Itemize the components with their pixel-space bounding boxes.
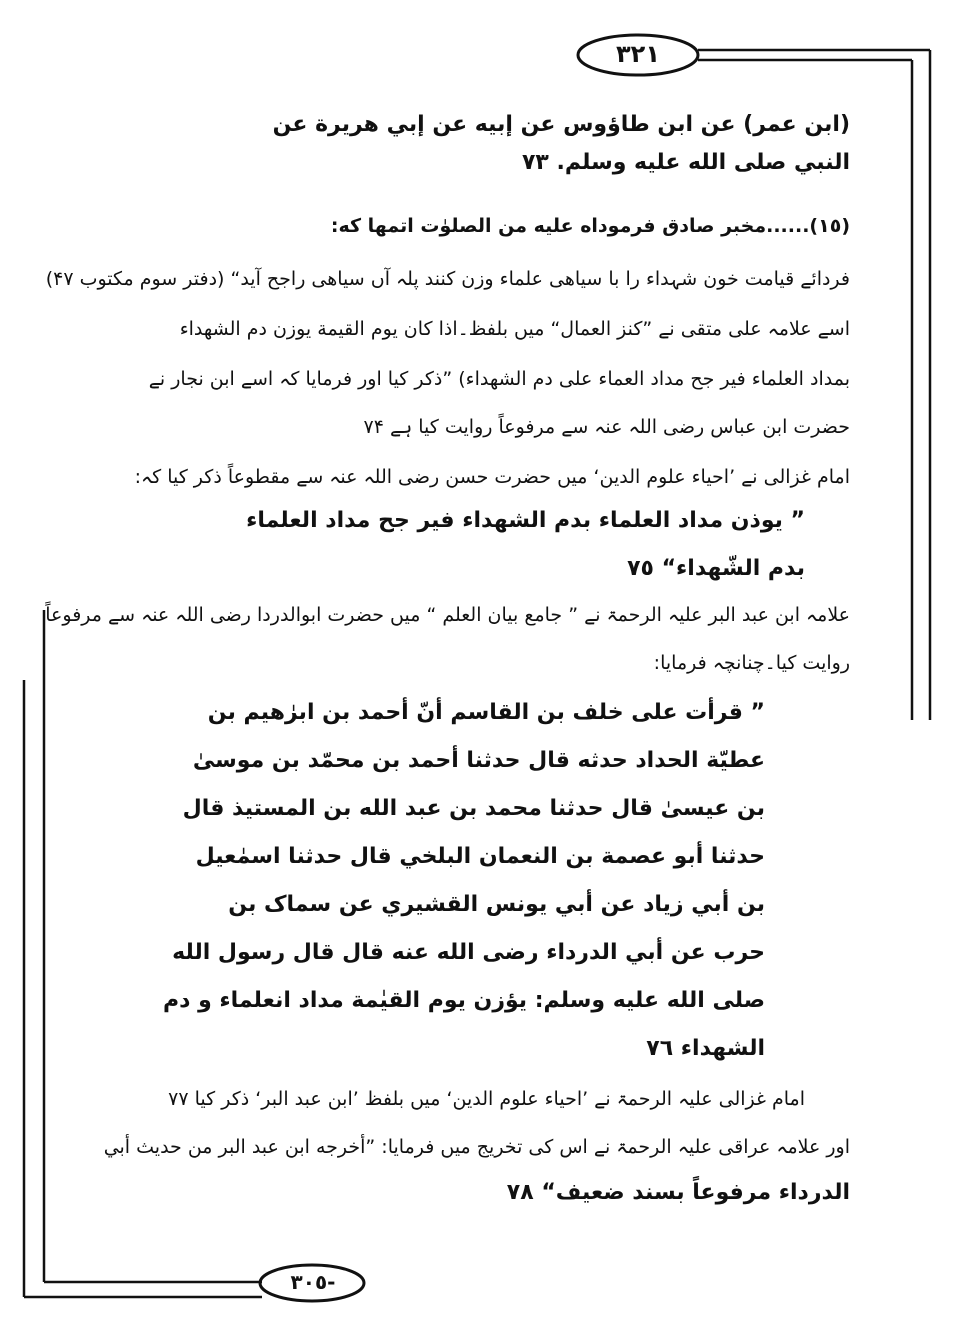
text-line-13: ” قرأت على خلف بن القاسم أنّ أحمد بن ابرٰهيم بن xyxy=(207,700,765,725)
text-line-23: الدرداء مرفوعاً بسند ضعيف“ ٧٨ xyxy=(506,1180,850,1205)
text-line-12: روایت کیا۔چنانچہ فرمایا: xyxy=(653,652,850,674)
text-line-17: بن أبي زياد عن أبي يونس القشيري عن سماک بن xyxy=(228,892,765,917)
page-number-top: ٣٢١ xyxy=(616,40,660,68)
text-line-18: حرب عن أبي الدرداء رضى الله عنه قال قال رسول الله xyxy=(172,940,765,965)
text-line-7: حضرت ابن عباس رضی اللہ عنہ سے مرفوعاً روایت کیا ہے ۷۴ xyxy=(363,416,850,438)
text-line-6: بمداد العلماء فیر جح مداد العماء علی دم الشهداء) ”ذکر کیا اور فرمایا کہ اسے ابن نجار نے xyxy=(148,368,850,390)
text-line-8: امام غزالی نے ’احیاء علوم الدین‘ میں حضرت حسن رضی اللہ عنہ سے مقطوعاً ذکر کیا کہ: xyxy=(134,466,850,488)
text-line-9: ” یوذن مداد العلماء بدم الشهداء فیر جح مداد العلماء xyxy=(246,508,805,533)
text-line-4: فردائے قیامت خون شہداء را با سیاھی علماء وزن کنند پلہ آں سیاھی راجح آید“ (دفتر سوم مکتوب ۴۷) xyxy=(45,268,850,290)
text-line-19: صلى الله عليه وسلم: يؤزن يوم القيٰمة مداد انعلماء و دم xyxy=(163,988,765,1013)
text-line-10: بدم الشّهداء“ ٧٥ xyxy=(627,556,805,581)
text-line-14: عطيّة الحداد حدثه قال حدثنا أحمد بن محمّد بن موسىٰ xyxy=(192,748,765,773)
text-line-20: الشهداء ٧٦ xyxy=(646,1036,765,1061)
text-line-22: اور علامہ عراقی علیہ الرحمۃ نے اس کی تخریج میں فرمایا: ”أخرجه ابن عبد البر من حديث أبي xyxy=(103,1136,850,1158)
page-number-bottom: ٣٠٥- xyxy=(290,1270,336,1294)
text-line-3: (١٥)......مخبر صادق فرموداه علیه من الصلوٰت اتمھا که: xyxy=(330,215,850,237)
text-line-1: (ابن عمر) عن ابن طاؤوس عن إبيه عن إبي هريرة عن xyxy=(272,112,850,137)
text-line-15: بن عيسىٰ قال حدثنا محمد بن عبد الله بن المستيذ قال xyxy=(182,796,765,821)
text-line-11: علامہ ابن عبد البر علیہ الرحمۃ نے ” جامع بیان العلم “ میں حضرت ابوالدردا رضی اللہ عنہ سے مرفوعاً xyxy=(45,604,850,626)
text-line-5: اسے علامہ علی متقی نے ”کنز العمال“ میں بلفظ۔اذا کان یوم القیمة یوزن دم الشهداء xyxy=(179,318,850,340)
text-line-2: النبي صلى الله عليه وسلم. ٧٣ xyxy=(521,150,850,175)
text-line-16: حدثنا أبو عصمة بن النعمان البلخي قال حدثنا اسمٰعيل xyxy=(195,844,765,869)
text-line-21: امام غزالی علیہ الرحمۃ نے ’احیاء علوم الدین‘ میں بلفظ ’ابن عبد البر‘ ذکر کیا ۷۷ xyxy=(168,1088,805,1110)
